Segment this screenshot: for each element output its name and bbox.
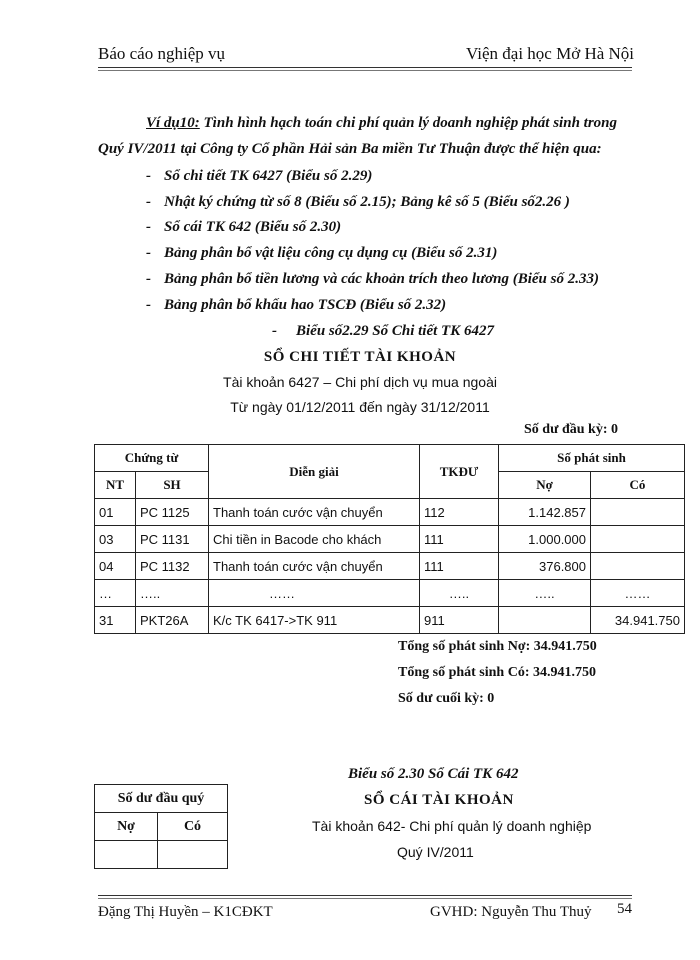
bullet-item: Sổ cái TK 642 (Biểu số 2.30): [164, 219, 342, 235]
header-rule: [98, 67, 632, 68]
col-header-co: Có: [591, 472, 685, 499]
quarter-opening-table: [94, 784, 228, 869]
quarter-box-no: Nợ: [95, 813, 158, 841]
bullet-item: Bảng phân bổ khấu hao TSCĐ (Biểu số 2.32): [164, 297, 447, 313]
cell-desc: ……: [209, 580, 420, 607]
cell-nt: 31: [95, 607, 136, 634]
bullet-dash: -: [146, 271, 151, 287]
bullet-dash: -: [146, 219, 151, 235]
cell-sh: …..: [136, 580, 209, 607]
cell-nt: 03: [95, 526, 136, 553]
cell-tk: 911: [420, 607, 499, 634]
footer-rule-secondary: [98, 898, 632, 899]
table-row: [95, 553, 685, 580]
page-number: 54: [617, 901, 632, 917]
table-row: [95, 607, 685, 634]
cell-nt: 04: [95, 553, 136, 580]
table-row: [95, 499, 685, 526]
cell-desc: K/c TK 6417->TK 911: [209, 607, 420, 634]
total-credit: Tổng số phát sinh Có: 34.941.750: [398, 665, 596, 680]
cell-tk: …..: [420, 580, 499, 607]
detail-ledger-table: [94, 444, 685, 634]
cell-sh: PC 1131: [136, 526, 209, 553]
example-line1-text: Tình hình hạch toán chi phí quản lý doanh nghiệp phát sinh trong: [199, 115, 618, 131]
cell-nt: 01: [95, 499, 136, 526]
col-header-dien-giai: Diễn giải: [209, 445, 420, 499]
cell-co: ……: [591, 580, 685, 607]
ledger-period: Quý IV/2011: [397, 844, 474, 860]
header-right: Viện đại học Mở Hà Nội: [466, 44, 635, 63]
cell-no: 1.142.857: [499, 499, 591, 526]
cell-co: [591, 526, 685, 553]
bullet-dash: -: [146, 194, 151, 210]
col-header-so-phat-sinh: Số phát sinh: [499, 445, 685, 472]
cell-no: …..: [499, 580, 591, 607]
table-row: [95, 526, 685, 553]
example-intro-line1: [146, 115, 617, 132]
cell-no: [499, 607, 591, 634]
detail-title: SỔ CHI TIẾT TÀI KHOẢN: [263, 349, 457, 365]
cell-tk: 111: [420, 526, 499, 553]
bullet-item: Nhật ký chứng từ số 8 (Biểu số 2.15); Bảng kê số 5 (Biểu số2.26 ): [164, 194, 570, 210]
cell-co: 34.941.750: [591, 607, 685, 634]
footer-rule: [98, 895, 632, 896]
header-rule-secondary: [98, 70, 632, 71]
quarter-box-co: Có: [158, 813, 228, 841]
example-intro-line2: Quý IV/2011 tại Công ty Cổ phần Hải sản Ba miền Tư Thuận được thể hiện qua:: [98, 141, 602, 157]
total-debit: Tổng số phát sinh Nợ: 34.941.750: [398, 639, 597, 654]
closing-balance: Số dư cuối kỳ: 0: [398, 691, 495, 706]
header-left: Báo cáo nghiệp vụ: [98, 44, 225, 63]
bullet-item: Sổ chi tiết TK 6427 (Biểu số 2.29): [164, 168, 373, 184]
col-header-sh: SH: [136, 472, 209, 499]
bullet-item: Bảng phân bổ tiền lương và các khoản trích theo lương (Biểu số 2.33): [164, 271, 599, 287]
footer-advisor: GVHD: Nguyễn Thu Thuỷ: [430, 904, 592, 920]
detail-caption: Biểu số2.29 Sổ Chi tiết TK 6427: [296, 323, 494, 339]
cell-nt: …: [95, 580, 136, 607]
bullet-item: Bảng phân bổ vật liệu công cụ dụng cụ (Biểu số 2.31): [164, 245, 498, 261]
cell-tk: 111: [420, 553, 499, 580]
footer-author: Đặng Thị Huyền – K1CĐKT: [98, 904, 273, 920]
cell-co: [591, 499, 685, 526]
cell-sh: PC 1125: [136, 499, 209, 526]
col-header-tkdu: TKĐƯ: [420, 445, 499, 499]
cell-sh: PKT26A: [136, 607, 209, 634]
ledger-account: Tài khoản 642- Chi phí quản lý doanh nghiệp: [312, 818, 592, 834]
ledger-title: SỔ CÁI TÀI KHOẢN: [364, 792, 514, 808]
cell-desc: Thanh toán cước vận chuyển: [209, 499, 420, 526]
example-label: Ví dụ10:: [146, 115, 200, 131]
detail-caption-dash: -: [272, 323, 277, 339]
cell-sh: PC 1132: [136, 553, 209, 580]
ledger-caption: Biểu số 2.30 Sổ Cái TK 642: [348, 766, 519, 782]
quarter-box-no-value: [95, 841, 158, 869]
bullet-dash: -: [146, 168, 151, 184]
cell-tk: 112: [420, 499, 499, 526]
opening-balance: Số dư đầu kỳ: 0: [524, 422, 618, 437]
bullet-dash: -: [146, 297, 151, 313]
cell-co: [591, 553, 685, 580]
col-header-nt: NT: [95, 472, 136, 499]
detail-account: Tài khoản 6427 – Chi phí dịch vụ mua ngoài: [223, 374, 497, 390]
quarter-box-co-value: [158, 841, 228, 869]
col-header-no: Nợ: [499, 472, 591, 499]
cell-desc: Thanh toán cước vận chuyển: [209, 553, 420, 580]
cell-no: 376.800: [499, 553, 591, 580]
detail-period: Từ ngày 01/12/2011 đến ngày 31/12/2011: [230, 399, 490, 415]
cell-no: 1.000.000: [499, 526, 591, 553]
quarter-box-title: Số dư đầu quý: [95, 785, 228, 813]
bullet-dash: -: [146, 245, 151, 261]
col-header-chung-tu: Chứng từ: [95, 445, 209, 472]
cell-desc: Chi tiền in Bacode cho khách: [209, 526, 420, 553]
table-row: [95, 580, 685, 607]
